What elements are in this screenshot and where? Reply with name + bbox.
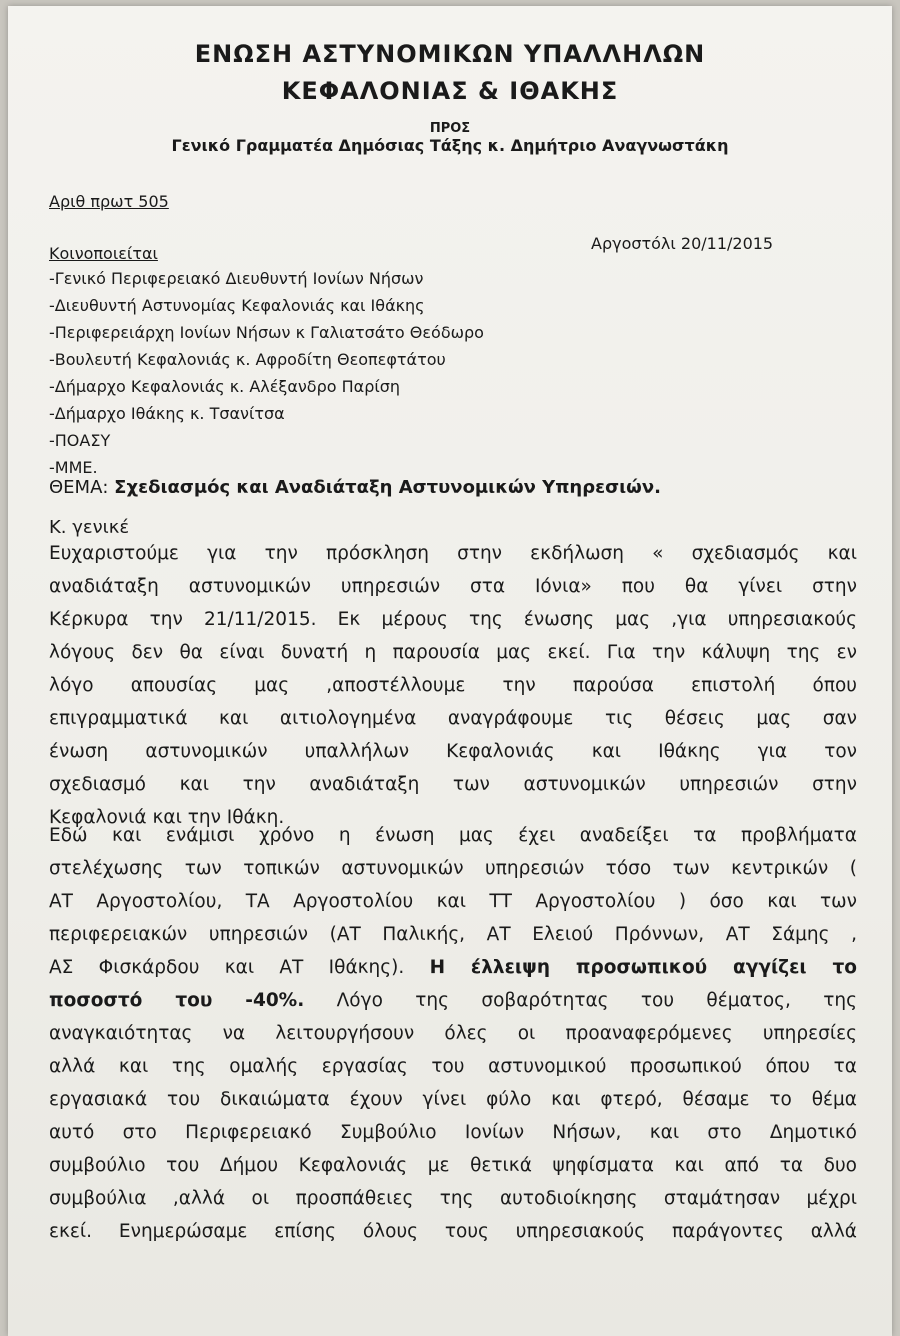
cc-item: -Δήμαρχο Ιθάκης κ. Τσανίτσα	[49, 404, 285, 423]
cc-item: -Περιφερειάρχη Ιονίων Νήσων κ Γαλιατσάτο Θεόδωρο	[49, 323, 484, 342]
text-line: περιφερειακών υπηρεσιών (ΑΤ Παλικής, ΑΤ Ελειού Πρόννων, ΑΤ Σάμης ,	[49, 924, 857, 945]
union-region: ΚΕΦΑΛΟΝΙΑΣ & ΙΘΑΚΗΣ	[281, 77, 619, 105]
cc-item: -Βουλευτή Κεφαλονιάς κ. Αφροδίτη Θεοπεφτάτου	[49, 350, 446, 369]
text-line	[49, 984, 857, 1017]
text-line: στελέχωσης των τοπικών αστυνομικών υπηρεσιών τόσο των κεντρικών (	[49, 858, 857, 879]
text-line: εκεί. Ενημερώσαμε επίσης όλους τους υπηρεσιακούς παράγοντες αλλά	[49, 1221, 857, 1242]
union-name: ΕΝΩΣΗ ΑΣΤΥΝΟΜΙΚΩΝ ΥΠΑΛΛΗΛΩΝ	[194, 40, 706, 68]
text-run: ΑΣ Φισκάρδου και ΑΤ Ιθάκης).	[49, 957, 430, 978]
text-line: Εδώ και ενάμισι χρόνο η ένωση μας έχει αναδείξει τα προβλήματα	[49, 825, 857, 846]
cc-item: -ΜΜΕ.	[49, 458, 98, 477]
paragraph-2	[49, 819, 857, 1248]
text-line: συμβούλιο του Δήμου Κεφαλονιάς με θετικά ψηφίσματα και από τα δυο	[49, 1155, 857, 1176]
letterhead	[8, 36, 892, 110]
text-line: λόγους δεν θα είναι δυνατή η παρουσία μας εκεί. Για την κάλυψη της εν	[49, 642, 857, 663]
to-label: ΠΡΟΣ	[429, 121, 471, 136]
text-line: ΑΤ Αργοστολίου, ΤΑ Αργοστολίου και ΤΤ Αργοστολίου ) όσο και των	[49, 891, 857, 912]
text-line: σχεδιασμό και την αναδιάταξη των αστυνομικών υπηρεσιών στην	[49, 774, 857, 795]
subject-line	[49, 477, 661, 498]
paragraph-1	[49, 537, 857, 834]
cc-list	[49, 265, 484, 481]
text-line: αλλά και της ομαλής εργασίας του αστυνομικού προσωπικού όπου τα	[49, 1056, 857, 1077]
text-line: εργασιακά του δικαιώματα έχουν γίνει φύλο και φτερό, θέσαμε το θέμα	[49, 1089, 857, 1110]
place-date: Αργοστόλι 20/11/2015	[591, 234, 774, 253]
subject-label: ΘΕΜΑ:	[49, 477, 115, 498]
text-line: αυτό στο Περιφερειακό Συμβούλιο Ιονίων Νήσων, και στο Δημοτικό	[49, 1122, 857, 1143]
salutation: Κ. γενικέ	[49, 517, 130, 538]
cc-label: Κοινοποιείται	[49, 244, 158, 263]
recipient: Γενικό Γραμματέα Δημόσιας Τάξης κ. Δημήτριο Αναγνωστάκη	[171, 136, 729, 155]
text-line: Κεφαλονιά και την Ιθάκη.	[49, 807, 285, 828]
cc-item: -ΠΟΑΣΥ	[49, 431, 111, 450]
text-line: ένωση αστυνομικών υπαλλήλων Κεφαλονιάς και Ιθάκης για τον	[49, 741, 857, 762]
emphasis-text: Η έλλειψη προσωπικού αγγίζει το	[429, 957, 857, 978]
emphasis-text: ποσοστό του -40%.	[49, 990, 305, 1011]
text-line: αναγκαιότητας να λειτουργήσουν όλες οι προαναφερόμενες υπηρεσίες	[49, 1023, 857, 1044]
text-line	[49, 951, 857, 984]
text-run: Λόγο της σοβαρότητας του θέματος, της	[304, 990, 857, 1011]
cc-item: -Γενικό Περιφερειακό Διευθυντή Ιονίων Νήσων	[49, 269, 424, 288]
protocol-number: Αριθ πρωτ 505	[49, 192, 169, 211]
text-line: λόγο απουσίας μας ,αποστέλλουμε την παρούσα επιστολή όπου	[49, 675, 857, 696]
cc-item: -Διευθυντή Αστυνομίας Κεφαλονιάς και Ιθάκης	[49, 296, 425, 315]
text-line: συμβούλια ,αλλά οι προσπάθειες της αυτοδιοίκησης σταμάτησαν μέχρι	[49, 1188, 857, 1209]
letter-page	[8, 6, 892, 1336]
text-line: επιγραμματικά και αιτιολογημένα αναγράφουμε τις θέσεις μας σαν	[49, 708, 857, 729]
text-line: Ευχαριστούμε για την πρόσκληση στην εκδήλωση « σχεδιασμός και	[49, 543, 857, 564]
cc-item: -Δήμαρχο Κεφαλονιάς κ. Αλέξανδρο Παρίση	[49, 377, 401, 396]
subject-text: Σχεδιασμός και Αναδιάταξη Αστυνομικών Υπηρεσιών.	[114, 477, 661, 498]
text-line: αναδιάταξη αστυνομικών υπηρεσιών στα Ιόνια» που θα γίνει στην	[49, 576, 857, 597]
text-line: Κέρκυρα την 21/11/2015. Εκ μέρους της ένωσης μας ,για υπηρεσιακούς	[49, 609, 857, 630]
